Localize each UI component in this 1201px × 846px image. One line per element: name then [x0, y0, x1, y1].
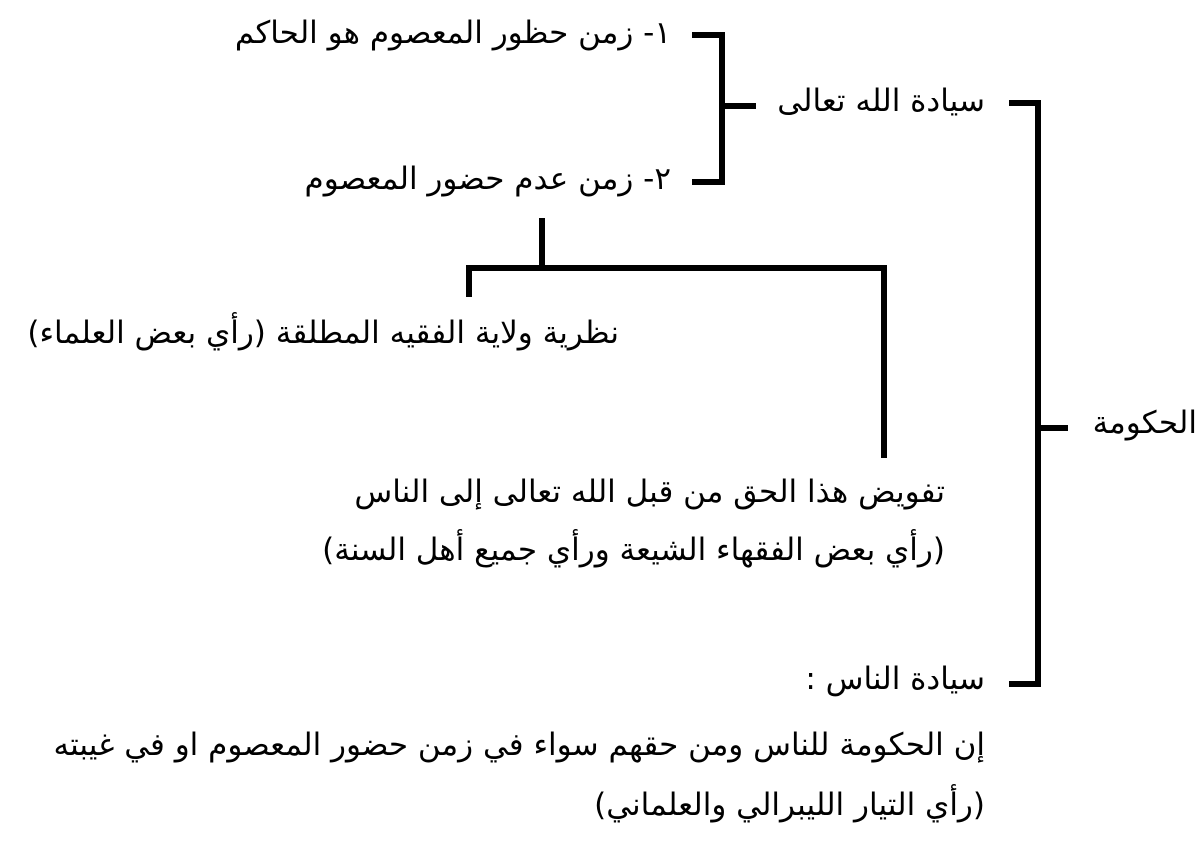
people-sovereignty-line1: إن الحكومة للناس ومن حقهم سواء في زمن حضور المعصوم او في غيبته	[53, 727, 985, 763]
delegation-node-line1: تفويض هذا الحق من قبل الله تعالى إلى الناس	[354, 474, 945, 510]
government-node: الحكومة	[1092, 405, 1197, 441]
people-sovereignty-node: سيادة الناس :	[805, 661, 985, 697]
delegation-node-line2: (رأي بعض الفقهاء الشيعة ورأي جميع أهل السنة)	[322, 532, 945, 568]
absence-split-branches	[469, 268, 884, 458]
people-sovereignty-line2: (رأي التيار الليبرالي والعلماني)	[594, 787, 985, 823]
wilayat-faqih-node: نظرية ولاية الفقيه المطلقة (رأي بعض العلماء)	[27, 315, 619, 351]
god-bracket	[692, 35, 722, 182]
root-bracket	[1009, 103, 1038, 684]
absence-era-node: ٢- زمن عدم حضور المعصوم	[304, 161, 671, 197]
presence-era-node: ١- زمن حظور المعصوم هو الحاكم	[234, 15, 671, 51]
god-sovereignty-node: سيادة الله تعالى	[777, 83, 985, 119]
